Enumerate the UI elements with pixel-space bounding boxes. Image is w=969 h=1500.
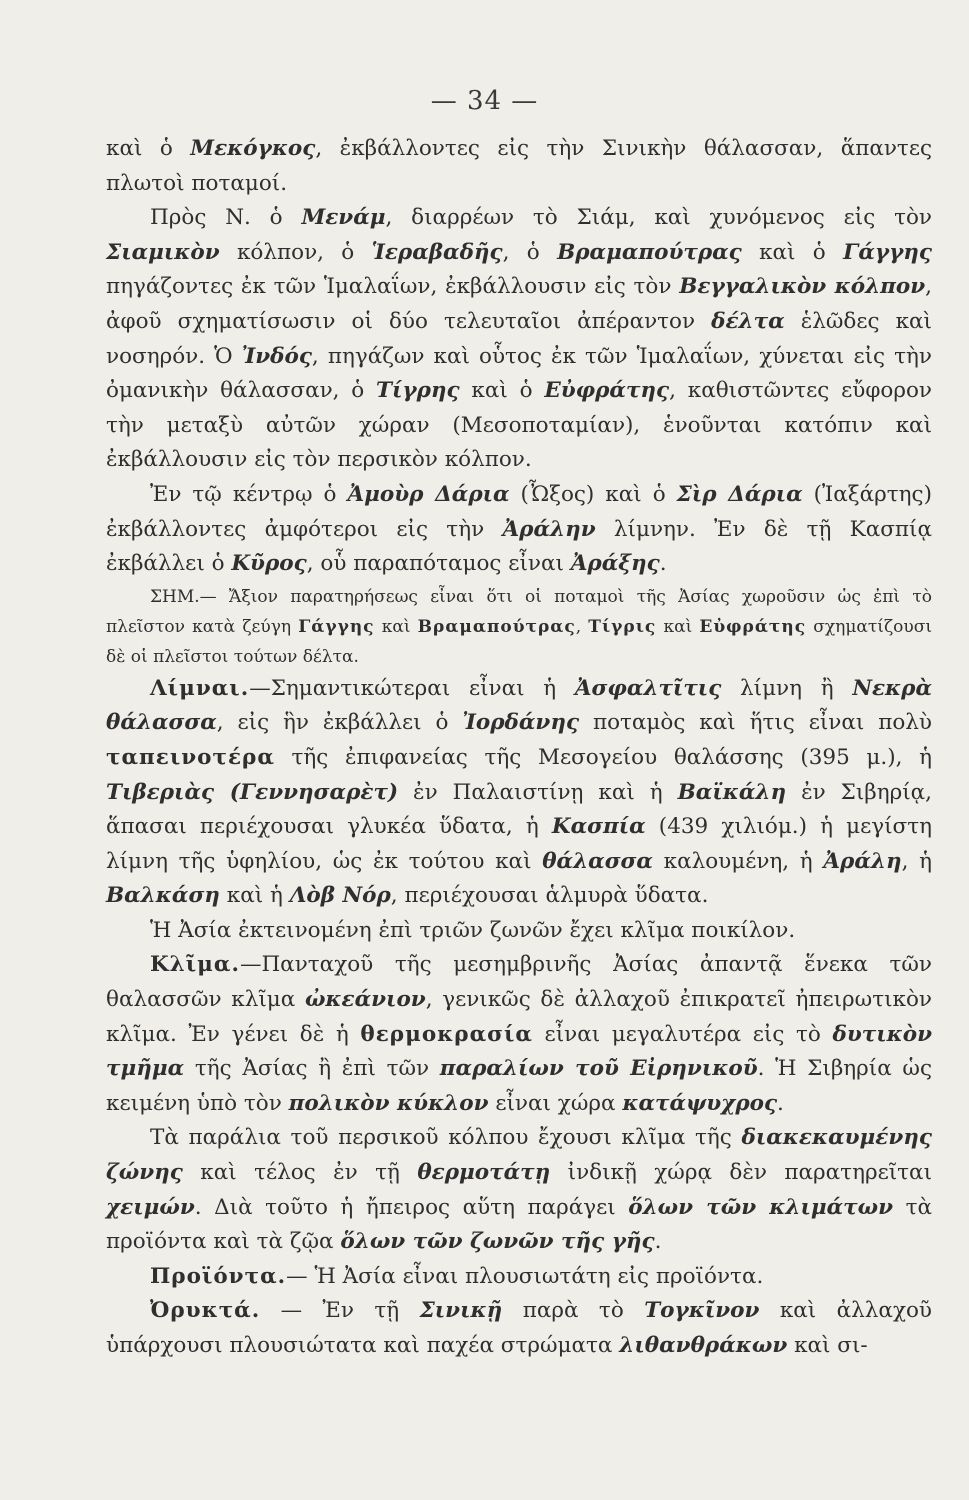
- text-run: σχηματίζουσι δὲ οἱ πλεῖστοι τούτων δέλτα.: [106, 616, 932, 667]
- text-run: καὶ ἀλλαχοῦ ὑπάρχουσι πλουσιώτατα καὶ παχέα στρώματα: [106, 1298, 932, 1358]
- emphasized-term: Γάγγης: [298, 616, 375, 637]
- text-run: ἐν Σιβηρίᾳ, ἅπασαι περιέχουσαι γλυκέα ὕδατα, ἡ: [106, 779, 933, 840]
- text-run: ἑλῶδες καὶ νοσηρόν. Ὁ: [106, 308, 932, 369]
- text-run: τῆς Ἀσίας ἢ ἐπὶ τῶν: [184, 1056, 440, 1082]
- paragraph-p2: [106, 201, 932, 478]
- text-run: καὶ: [374, 616, 418, 637]
- text-run: , ἐκβάλλοντες εἰς τὴν Σινικὴν θάλασσαν, ἅπαντες πλωτοὶ ποταμοί.: [106, 136, 933, 196]
- emphasized-term: χειμών: [106, 1194, 195, 1220]
- emphasized-term: Τίγρις: [588, 616, 657, 637]
- emphasized-term: Ἀμοὺρ Δάρια: [347, 481, 510, 507]
- text-run: —Πανταχοῦ τῆς μεσημβρινῆς Ἀσίας ἀπαντᾷ ἕνεκα τῶν θαλασσῶν κλῖμα: [106, 952, 932, 1013]
- emphasized-term: ὅλων τῶν ζωνῶν τῆς γῆς: [340, 1229, 655, 1255]
- text-run: , ὁ: [502, 239, 558, 265]
- emphasized-term: διακεκαυμένης ζώνης: [106, 1125, 932, 1186]
- paragraph-p4: [106, 582, 932, 672]
- text-run: καὶ ὁ: [741, 239, 844, 265]
- text-run: καλουμένη, ἡ: [652, 848, 824, 874]
- emphasized-term: Εὐφράτης: [544, 378, 670, 404]
- emphasized-term: Τιβεριὰς (Γεννησαρὲτ): [106, 779, 399, 805]
- emphasized-term: πολικὸν κύκλον: [288, 1090, 489, 1116]
- text-run: καὶ ὁ: [459, 378, 545, 404]
- emphasized-term: Μεκόγκος: [190, 136, 316, 161]
- text-run: ἰνδικῇ χώρᾳ δὲν παρατηρεῖται: [550, 1160, 932, 1186]
- text-run: Τὰ παράλια τοῦ περσικοῦ κόλπου ἔχουσι κλῖμα τῆς: [150, 1125, 742, 1151]
- text-run: παρὰ τὸ: [502, 1298, 645, 1324]
- emphasized-term: Βραμαπούτρας: [417, 616, 576, 637]
- text-run: καὶ ὁ: [106, 136, 191, 161]
- emphasized-term: Ἰνδός: [241, 343, 312, 369]
- emphasized-term: θερμοκρασία: [360, 1021, 533, 1047]
- emphasized-term: ὠκεάνιον: [304, 987, 426, 1013]
- paragraph-p7: [106, 948, 932, 1121]
- text-run: εἶναι χώρα: [488, 1090, 623, 1116]
- text-run: Ἡ Ἀσία ἐκτεινομένη ἐπὶ τριῶν ζωνῶν ἔχει κλῖμα ποικίλον.: [150, 917, 796, 943]
- emphasized-term: Μενάμ: [301, 205, 386, 231]
- paragraph-p10: [106, 1294, 932, 1363]
- paragraph-p9: [106, 1260, 932, 1295]
- emphasized-term: Σὶρ Δάρια: [676, 481, 803, 507]
- text-run: — Ἡ Ἀσία εἶναι πλουσιωτάτη εἰς προϊόντα.: [286, 1263, 764, 1289]
- emphasized-term: δέλτα: [711, 308, 785, 334]
- emphasized-term: Σιαμικὸν: [106, 239, 220, 265]
- text-run: (Ἰαξάρτης) ἐκβάλλοντες ἀμφότεροι εἰς τὴν: [106, 481, 932, 542]
- text-run: ΣΗΜ.— Ἄξιον παρατηρήσεως εἶναι ὅτι οἱ ποταμοὶ τῆς Ἀσίας χωροῦσιν ὡς ἐπὶ τὸ πλεῖστον κατὰ ζεύγη: [106, 586, 932, 637]
- emphasized-term: Λὸβ Νόρ: [289, 883, 391, 909]
- text-run: λίμνη ἢ: [721, 675, 853, 701]
- emphasized-term: Βαϊκάλη: [677, 779, 787, 805]
- emphasized-term: Γάγγης: [843, 239, 932, 265]
- emphasized-term: Ἀσφαλτῖτις: [574, 675, 722, 701]
- text-run: , περιέχουσαι ἁλμυρὰ ὕδατα.: [390, 883, 709, 909]
- emphasized-term: ὅλων τῶν κλιμάτων: [628, 1194, 894, 1220]
- paragraph-p5: [106, 672, 932, 914]
- emphasized-term: θάλασσα: [542, 848, 653, 874]
- text-run: .: [659, 551, 667, 577]
- emphasized-term: Ἀράλην: [502, 516, 596, 542]
- text-run: πηγάζοντες ἐκ τῶν Ἱμαλαΐων, ἐκβάλλουσιν εἰς τὸν: [106, 274, 680, 300]
- emphasized-term: Εὐφράτης: [699, 616, 807, 637]
- text-run: , διαρρέων τὸ Σιάμ, καὶ χυνόμενος εἰς τὸν: [385, 205, 932, 231]
- paragraph-p3: [106, 478, 932, 582]
- emphasized-term: Ὀρυκτά.: [150, 1298, 261, 1324]
- emphasized-term: Βραμαπούτρας: [557, 239, 742, 265]
- emphasized-term: Βαλκάση: [106, 883, 220, 909]
- emphasized-term: Ἱεραβαδῆς: [371, 239, 503, 265]
- text-run: , οὗ παραπόταμος εἶναι: [306, 551, 571, 577]
- text-run: , εἰς ἣν ἐκβάλλει ὁ: [216, 710, 463, 736]
- text-run: (439 χιλιόμ.) ἡ μεγίστη λίμνη τῆς ὑφηλίου, ὡς ἐκ τούτου καὶ: [106, 814, 932, 874]
- paragraph-p6: [106, 914, 932, 949]
- emphasized-term: Λίμναι.: [150, 675, 250, 701]
- emphasized-term: Κῦρος: [231, 551, 307, 577]
- text-run: , γενικῶς δὲ ἀλλαχοῦ ἐπικρατεῖ ἠπειρωτικὸν κλῖμα. Ἐν γένει δὲ ἡ: [106, 987, 932, 1047]
- emphasized-term: Βεγγαλικὸν κόλπον: [679, 274, 926, 300]
- emphasized-term: Ἀράλη: [823, 848, 902, 874]
- text-run: Ἐν τῷ κέντρῳ ὁ: [150, 481, 348, 507]
- page-number: — 34 —: [430, 86, 539, 116]
- emphasized-term: Κασπία: [551, 814, 646, 840]
- text-run: λίμνην. Ἐν δὲ τῇ Κασπίᾳ ἐκβάλλει ὁ: [106, 516, 933, 577]
- text-run: .: [777, 1090, 784, 1116]
- emphasized-term: Προϊόντα.: [150, 1263, 287, 1289]
- emphasized-term: δυτικὸν τμῆμα: [106, 1021, 932, 1082]
- emphasized-term: παραλίων τοῦ Εἰρηνικοῦ: [439, 1056, 758, 1082]
- text-run: τῆς ἐπιφανείας τῆς Μεσογείου θαλάσσης (395 μ.), ἡ: [274, 744, 932, 770]
- text-run: καὶ σι-: [787, 1333, 868, 1358]
- paragraph-p1: [106, 132, 932, 201]
- emphasized-term: Ἀράξης: [570, 551, 660, 577]
- emphasized-term: Κλῖμα.: [150, 952, 240, 978]
- body-text: [106, 132, 932, 1364]
- text-run: , ἀφοῦ σχηματίσωσιν οἱ δύο τελευταῖοι ἀπέραντον: [106, 274, 932, 334]
- emphasized-term: Σινικῇ: [419, 1298, 503, 1324]
- text-run: , καθιστῶντες εὔφορον τὴν μεταξὺ αὐτῶν χώραν (Μεσοποταμίαν), ἑνοῦνται κατόπιν καὶ ἐκβάλλουσιν εἰς τὸν περσικὸν κόλπον.: [106, 378, 932, 473]
- emphasized-term: Τίγρης: [376, 378, 460, 404]
- emphasized-term: Ἰορδάνης: [462, 710, 580, 736]
- text-run: , ἡ: [901, 848, 932, 874]
- text-run: ἐν Παλαιστίνῃ καὶ ἡ: [398, 779, 678, 805]
- text-run: ,: [575, 616, 589, 637]
- emphasized-term: κατάψυχρος: [622, 1090, 778, 1116]
- text-run: ποταμὸς καὶ ἥτις εἶναι πολὺ: [579, 710, 932, 736]
- text-run: .: [654, 1229, 662, 1255]
- paragraph-p8: [106, 1121, 932, 1259]
- text-run: Πρὸς Ν. ὁ: [150, 205, 302, 231]
- text-run: καὶ ἡ: [219, 883, 290, 909]
- text-run: καὶ τέλος ἐν τῇ: [182, 1160, 418, 1186]
- emphasized-term: Νεκρὰ θάλασσα: [106, 675, 932, 736]
- text-run: κόλπον, ὁ: [219, 239, 372, 265]
- text-run: —Σημαντικώτεραι εἶναι ἡ: [249, 675, 575, 701]
- text-run: — Ἐν τῇ: [260, 1298, 420, 1324]
- text-run: εἶναι μεγαλυτέρα εἰς τὸ: [532, 1021, 833, 1047]
- emphasized-term: λιθανθράκων: [619, 1333, 788, 1358]
- emphasized-term: θερμοτάτῃ: [417, 1160, 551, 1186]
- text-run: . Διὰ τοῦτο ἡ ἤπειρος αὕτη παράγει: [194, 1194, 629, 1220]
- emphasized-term: ταπεινοτέρα: [106, 744, 275, 770]
- text-run: καὶ: [656, 616, 700, 637]
- text-run: τὰ προϊόντα καὶ τὰ ζῷα: [106, 1194, 932, 1255]
- text-run: , πηγάζων καὶ οὗτος ἐκ τῶν Ἱμαλαΐων, χύνεται εἰς τὴν ὀμανικὴν θάλασσαν, ὁ: [106, 343, 932, 404]
- text-run: . Ἡ Σιβηρία ὡς κειμένη ὑπὸ τὸν: [106, 1056, 932, 1116]
- emphasized-term: Τογκῖνον: [644, 1298, 760, 1324]
- text-run: (Ὦξος) καὶ ὁ: [509, 481, 677, 507]
